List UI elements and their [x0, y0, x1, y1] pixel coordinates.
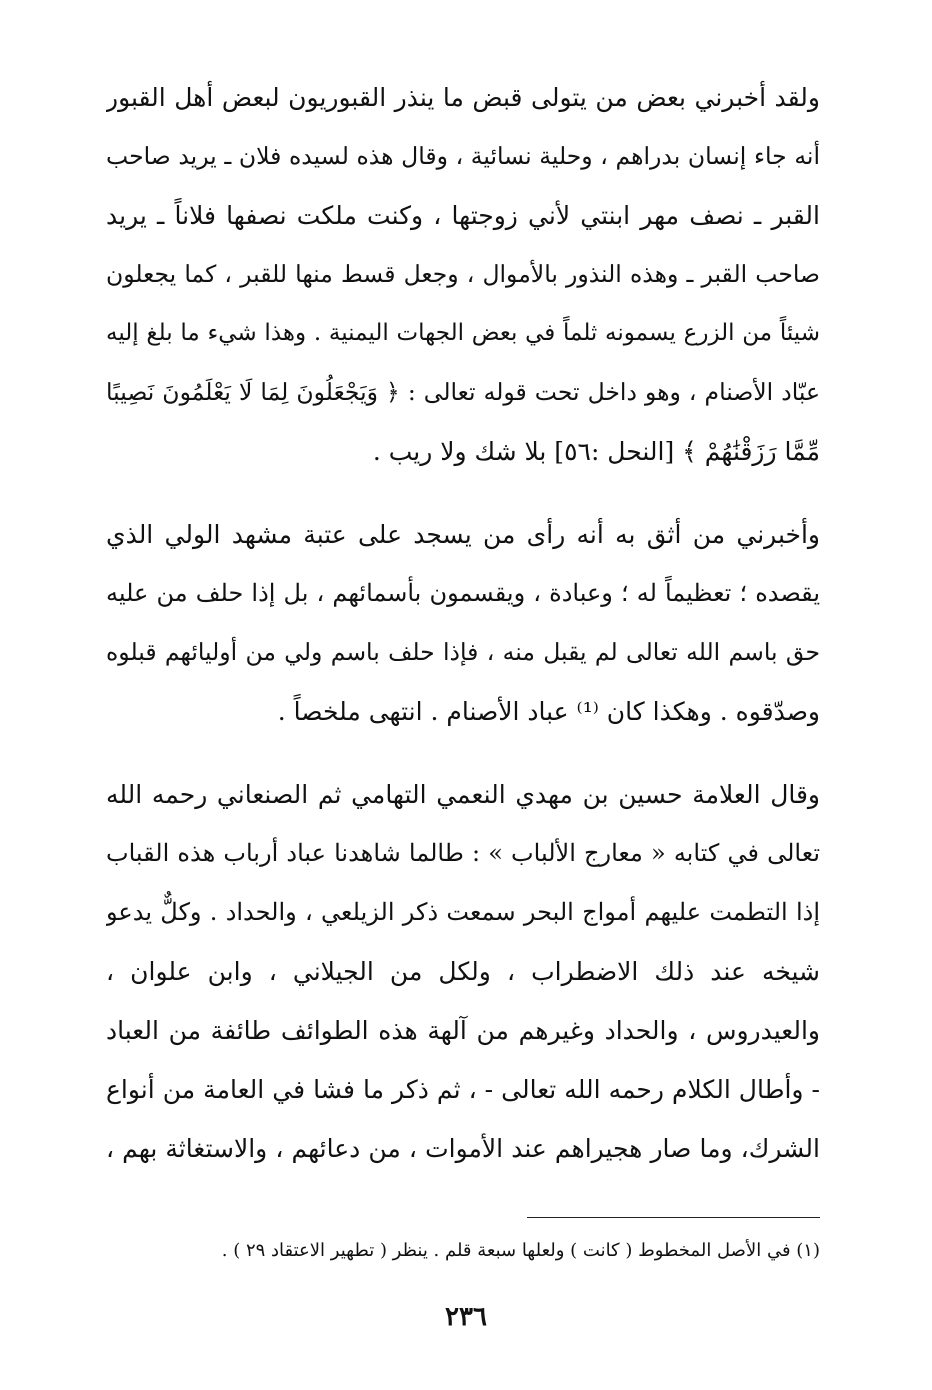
- text-line: - وأطال الكلام رحمه الله تعالى - ، ثم ذكر ما فشا في العامة من أنواع: [106, 1075, 820, 1104]
- text-line: وقال العلامة حسين بن مهدي النعمي التهامي ثم الصنعاني رحمه الله: [106, 780, 820, 809]
- footnote: (١) في الأصل المخطوط ( كانت ) ولعلها سبعة قلم . ينظر ( تطهير الاعتقاد ٢٩ ) .: [221, 1240, 820, 1261]
- footnote-divider: [527, 1217, 820, 1218]
- paragraph-3: [106, 765, 820, 1178]
- quran-verse-line: عبّاد الأصنام ، وهو داخل تحت قوله تعالى : ﴿ وَيَجْعَلُونَ لِمَا لَا يَعْلَمُونَ نَصِيبًا: [106, 378, 820, 406]
- text-line: تعالى في كتابه « معارج الألباب » : طالما شاهدنا عباد أرباب هذه القباب: [106, 839, 820, 867]
- paragraph-spacer: [106, 481, 820, 505]
- text-line: أنه جاء إنسان بدراهم ، وحلية نسائية ، وقال هذه لسيده فلان ـ يريد صاحب: [106, 142, 820, 170]
- text-line: ولقد أخبرني بعض من يتولى قبض ما ينذر القبوريون لبعض أهل القبور: [106, 83, 820, 112]
- text-line: وأخبرني من أثق به أنه رأى من يسجد على عتبة مشهد الولي الذي: [106, 520, 820, 549]
- text-line: القبر ـ نصف مهر ابنتي لأني زوجتها ، وكنت ملكت نصفها فلاناً ـ يريد: [106, 201, 820, 230]
- text-line: شيئاً من الزرع يسمونه ثلماً في بعض الجهات اليمنية . وهذا شيء ما بلغ إليه: [106, 320, 820, 346]
- text-line: شيخه عند ذلك الاضطراب ، ولكل من الجيلاني ، وابن علوان ،: [106, 957, 820, 986]
- text-line: مِّمَّا رَزَقْنَٰهُمْ ﴾ [النحل :٥٦] بلا شك ولا ريب .: [372, 437, 820, 466]
- text-line: وصدّقوه . وهكذا كان ⁽¹⁾ عباد الأصنام . انتهى ملخصاً .: [277, 697, 820, 726]
- paragraph-spacer: [106, 741, 820, 765]
- page-body: [106, 68, 820, 1178]
- paragraph-2: [106, 505, 820, 741]
- paragraph-1: [106, 68, 820, 481]
- text-line: والعيدروس ، والحداد وغيرهم من آلهة هذه الطوائف طائفة من العباد: [106, 1016, 820, 1045]
- text-line: إذا التطمت عليهم أمواج البحر سمعت ذكر الزيلعي ، والحداد . وكلٌّ يدعو: [106, 898, 820, 926]
- text-line: الشرك، وما صار هجيراهم عند الأموات ، من دعائهم ، والاستغاثة بهم ،: [106, 1134, 820, 1163]
- text-line: يقصده ؛ تعظيماً له ؛ وعبادة ، ويقسمون بأسمائهم ، بل إذا حلف من عليه: [106, 579, 820, 607]
- page-number: ٢٣٦: [445, 1302, 487, 1332]
- text-line: صاحب القبر ـ وهذه النذور بالأموال ، وجعل قسط منها للقبر ، كما يجعلون: [106, 260, 820, 288]
- text-line: حق باسم الله تعالى لم يقبل منه ، فإذا حلف باسم ولي من أوليائهم قبلوه: [106, 638, 820, 666]
